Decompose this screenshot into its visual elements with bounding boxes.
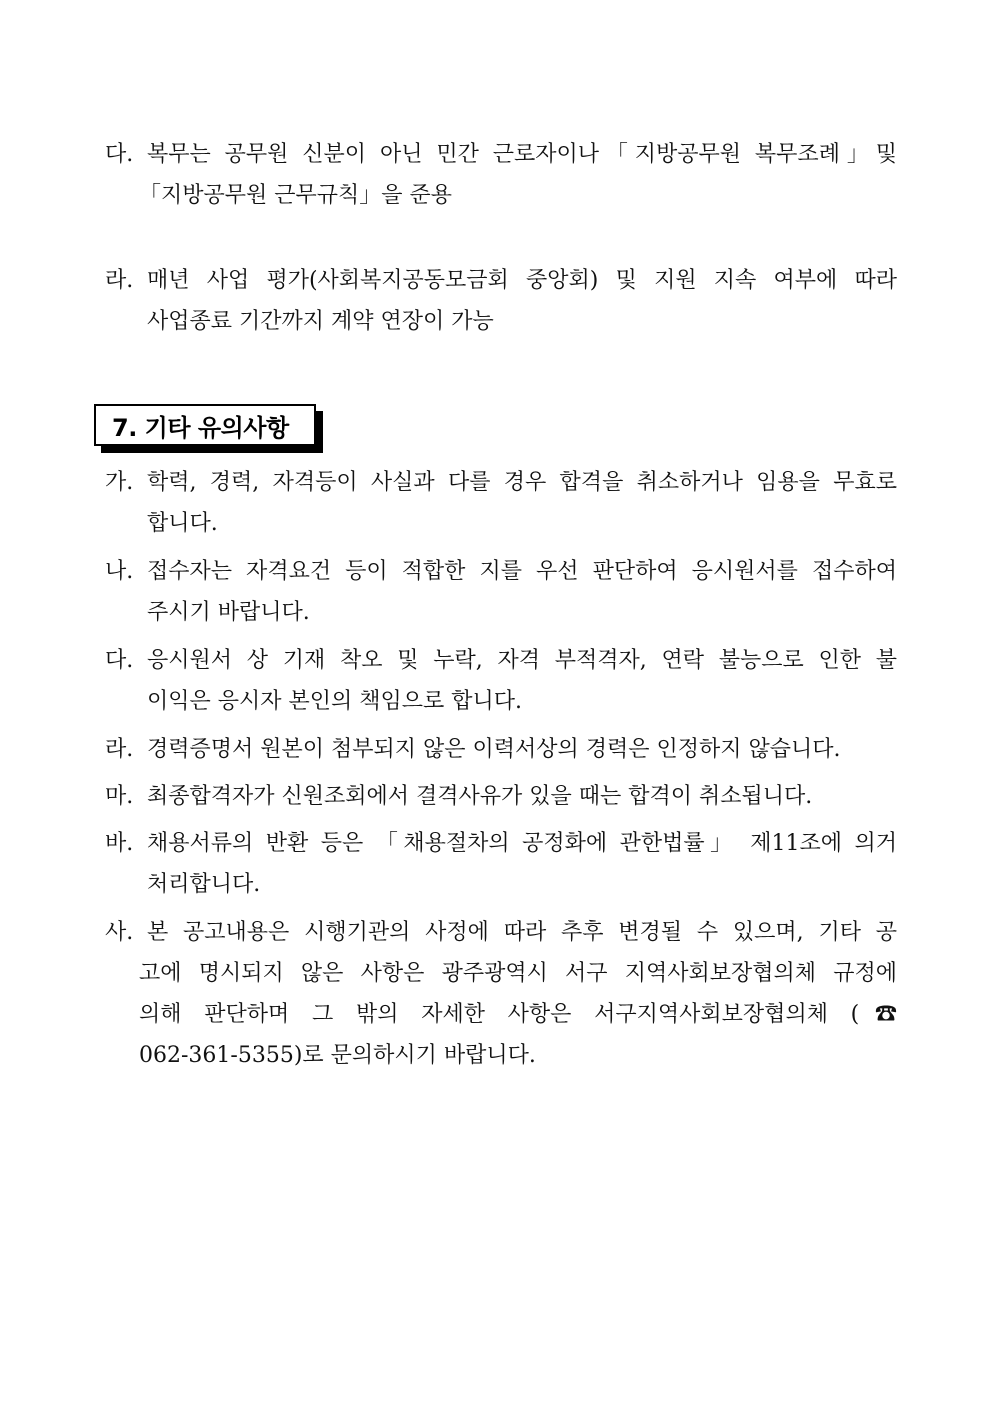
item-marker: 라. <box>105 737 134 762</box>
item-marker: 라. <box>105 268 134 293</box>
item-text-continued: 합니다. <box>147 511 218 536</box>
note-item <box>105 462 897 544</box>
item-text-continued: 062-361-5355)로 문의하시기 바랍니다. <box>139 1043 536 1068</box>
item-marker: 다. <box>105 648 134 673</box>
note-item <box>105 729 897 770</box>
employment-terms-item <box>105 134 897 216</box>
item-marker: 바. <box>105 831 134 856</box>
item-text-continued: 사업종료 기간까지 계약 연장이 가능 <box>147 309 494 334</box>
note-item <box>105 912 897 1076</box>
contract-extension-item <box>105 260 897 342</box>
item-text-continued: 「지방공무원 근무규칙」을 준용 <box>139 183 453 208</box>
item-text: 복무는 공무원 신분이 아닌 민간 근로자이나「지방공무원 복무조례」및 <box>147 142 897 167</box>
item-marker: 가. <box>105 470 134 495</box>
item-text: 응시원서 상 기재 착오 및 누락, 자격 부적격자, 연락 불능으로 인한 불 <box>147 648 897 673</box>
item-text-continued: 의해 판단하며 그 밖의 자세한 사항은 서구지역사회보장협의체 (☎ <box>139 1002 897 1027</box>
item-text-continued: 이익은 응시자 본인의 책임으로 합니다. <box>147 689 522 714</box>
item-marker: 다. <box>105 142 134 167</box>
item-text: 경력증명서 원본이 첨부되지 않은 이력서상의 경력은 인정하지 않습니다. <box>147 737 841 762</box>
item-marker: 나. <box>105 559 134 584</box>
note-item <box>105 823 897 905</box>
section-title: 7. 기타 유의사항 <box>112 413 289 442</box>
note-item <box>105 640 897 722</box>
item-text: 매년 사업 평가(사회복지공동모금회 중앙회) 및 지원 지속 여부에 따라 <box>147 268 897 293</box>
item-text-continued: 주시기 바랍니다. <box>147 600 310 625</box>
item-text: 학력, 경력, 자격등이 사실과 다를 경우 합격을 취소하거나 임용을 무효로 <box>147 470 897 495</box>
note-item <box>105 551 897 633</box>
item-text: 접수자는 자격요건 등이 적합한 지를 우선 판단하여 응시원서를 접수하여 <box>147 559 897 584</box>
item-text-continued: 고에 명시되지 않은 사항은 광주광역시 서구 지역사회보장협의체 규정에 <box>139 961 897 986</box>
item-text: 최종합격자가 신원조회에서 결격사유가 있을 때는 합격이 취소됩니다. <box>147 784 813 809</box>
heading-box <box>94 404 316 446</box>
item-marker: 사. <box>105 920 134 945</box>
item-text-continued: 처리합니다. <box>147 872 261 897</box>
item-text: 본 공고내용은 시행기관의 사정에 따라 추후 변경될 수 있으며, 기타 공 <box>147 920 897 945</box>
note-item <box>105 776 897 817</box>
item-text: 채용서류의 반환 등은 「채용절차의 공정화에 관한법률」 제11조에 의거 <box>147 831 897 856</box>
section-heading <box>94 404 324 456</box>
item-marker: 마. <box>105 784 134 809</box>
